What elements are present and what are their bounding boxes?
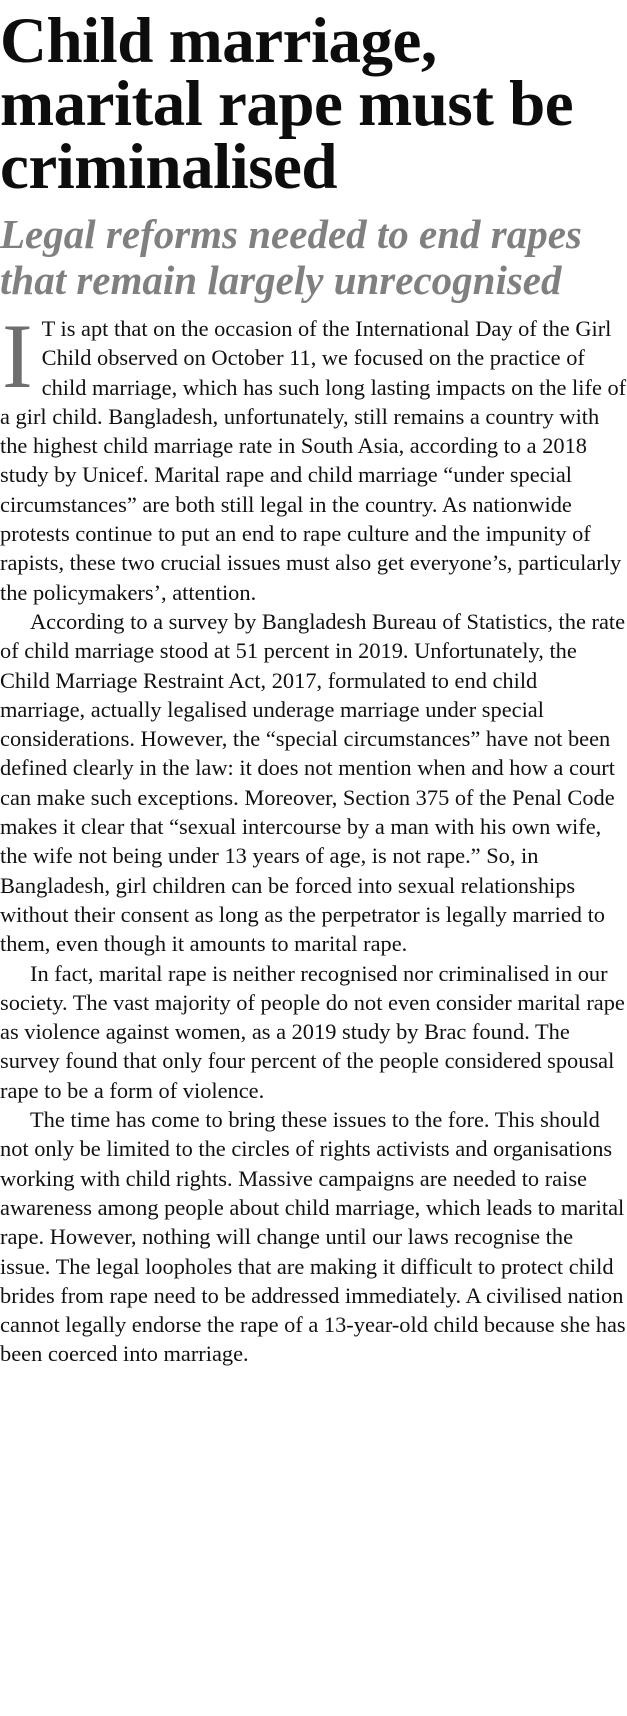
headline: Child marriage, marital rape must be criminalised [0, 5, 574, 203]
paragraph-2: According to a survey by Bangladesh Bureau of Statistics, the rate of child marriage stood at 51 percent in 2019. Unfortunately, the Child Marriage Restraint Act, 2017, formulated to end child marriage, actually legalised underage marriage under special considerations. However, the “special circumstances” have not been defined clearly in the law: it does not mention when and how a court can make such exceptions. Moreover, Section 375 of the Penal Code makes it clear that “sexual intercourse by a man with his own wife, the wife not being under 13 years of age, is not rape.” So, in Bangladesh, girl children can be forced into sexual relationships without their consent as long as the perpetrator is legally married to them, even though it amounts to marital rape. [0, 608, 626, 957]
article-body [0, 305, 627, 1369]
paragraph-3: In fact, marital rape is neither recognised nor criminalised in our society. The vast majority of people do not even consider marital rape as violence against women, as a 2019 study by Brac found. The survey found that only four percent of the people considered spousal rape to be a form of violence. [0, 960, 625, 1103]
paragraph-4: The time has come to bring these issues to the fore. This should not only be limited to the circles of rights activists and organisations working with child rights. Massive campaigns are needed to raise awareness among people about child marriage, which leads to marital rape. However, nothing will change until our laws recognise the issue. The legal loopholes that are making it difficult to protect child brides from rape need to be addressed immediately. A civilised nation cannot legally endorse the rape of a 13-year-old child because she has been coerced into marriage. [0, 1107, 626, 1367]
paragraph-1-text: T is apt that on the occasion of the International Day of the Girl Child observed on October 11, we focused on the practice of child marriage, which has such long lasting impacts on the life of a girl child. Bangladesh, unfortunately, still remains a country with the highest child marriage rate in South Asia, according to a 2018 study by Unicef. Marital rape and child marriage “under special circumstances” are both still legal in the country. As nationwide protests continue to put an end to rape culture and the impunity of rapists, these two crucial issues must also get everyone’s, particularly the policymakers’, attention. [0, 316, 627, 605]
drop-cap: I [2, 305, 33, 407]
paragraph-1 [0, 305, 627, 607]
subheadline: Legal reforms needed to end rapes that remain largely unrecognised [0, 211, 582, 303]
